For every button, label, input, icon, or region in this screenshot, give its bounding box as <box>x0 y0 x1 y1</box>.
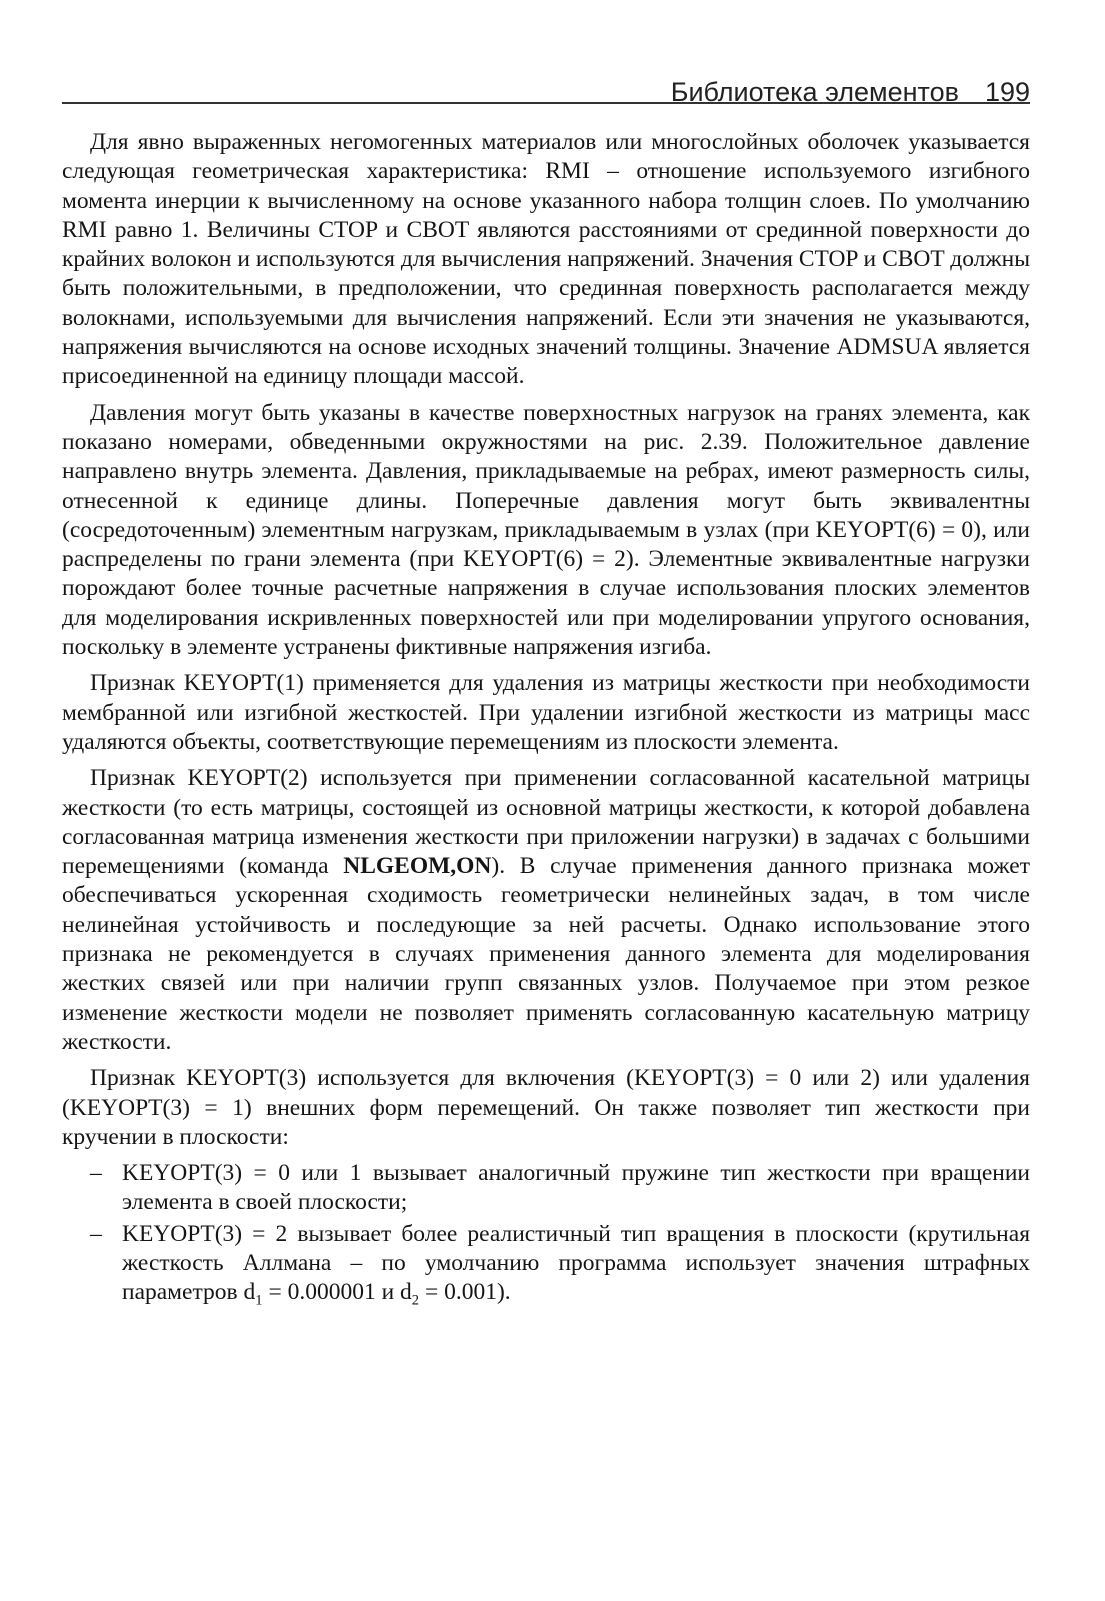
paragraph-pressures: Давления могут быть указаны в качестве поверхностных нагрузок на гранях элемента, как показано номерами, обведенными окружностями на рис. 2.39. Положительное давление направлено внутрь элемента. Давления, прикладываемые на ребрах, имеют размерность силы, отнесенной к единице длины. Поперечные давления могут быть эквивалентны (сосредоточенным) элементным нагрузкам, прикладываемым в узлах (при KEYOPT(6) = 0), или распределены по грани элемента (при KEYOPT(6) = 2). Элементные эквивалентные нагрузки порождают более точные расчетные напряжения в случае использования плоских элементов для моделирования искривленных поверхностей или при моделировании упругого основания, поскольку в элементе устранены фиктивные напряжения изгиба. <box>62 399 1030 661</box>
nlgeom-command: NLGEOM,ON <box>343 853 492 880</box>
header-rule <box>62 102 1030 104</box>
paragraph-keyopt2 <box>62 764 1030 1057</box>
list-item-text <box>122 1220 1030 1309</box>
page-number: 199 <box>984 77 1030 107</box>
subscript-1: 1 <box>255 1292 263 1309</box>
paragraph-materials: Для явно выраженных негомогенных материалов или многослойных оболочек указывается следующая геометрическая характеристика: RMI – отношение используемого изгибного момента инерции к вычисленному на основе указанного набора толщин слоев. По умолчанию RMI равно 1. Величины CTOP и CBOT являются расстояниями от срединной поверхности до крайних волокон и используются для вычисления напряжений. Значения CTOP и CBOT должны быть положительными, в предположении, что срединная поверхность располагается между волокнами, используемыми для вычисления напряжений. Если эти значения не указываются, напряжения вычисляются на основе исходных значений толщины. Значение ADMSUA является присоединенной на единицу площади массой. <box>62 129 1030 390</box>
keyopt3-options-list <box>62 1159 1030 1307</box>
keyopt2-text-after: ). В случае применения данного признака может обеспечиваться ускоренная сходимость геометрически нелинейных задач, в том числе нелинейная устойчивость и последующие за ней расчеты. Однако использование этого признака не рекомендуется в случаях применения данного элемента для моделирования жестких связей или при наличии групп связанных узлов. Получаемое при этом резкое изменение жесткости модели не позволяет применять согласованную касательную матрицу жесткости. <box>62 853 1030 1055</box>
subscript-2: 2 <box>411 1292 420 1309</box>
dash-marker: – <box>90 1220 102 1247</box>
list-item <box>62 1220 1030 1308</box>
item2-text-after: = 0.001). <box>419 1279 511 1306</box>
paragraph-keyopt3: Признак KEYOPT(3) используется для включения (KEYOPT(3) = 0 или 2) или удаления (KEYOPT(3) = 1) внешних форм перемещений. Он также позволяет тип жесткости при кручении в плоскости: <box>62 1065 1030 1150</box>
list-item-text: KEYOPT(3) = 0 или 1 вызывает аналогичный пружине тип жесткости при вращении элемента в своей плоскости; <box>122 1160 1030 1216</box>
keyopt2-text-before: Признак KEYOPT(2) используется при применении согласованной касательной матрицы жесткости (то есть матрицы, состоящей из основной матрицы жесткости, к которой добавлена согласованная матрица изменения жесткости при приложении нагрузки) в задачах с большими перемещениями (команда <box>62 765 1030 880</box>
dash-marker: – <box>90 1160 102 1187</box>
body-text <box>62 128 1030 1310</box>
item2-text-before: KEYOPT(3) = 2 вызывает более реалистичный тип вращения в плоскости (крутильная жесткость Аллмана – по умолчанию программа использует значения штрафных параметров d <box>122 1220 1030 1306</box>
paragraph-keyopt1: Признак KEYOPT(1) применяется для удаления из матрицы жесткости при необходимости мембранной или изгибной жесткостей. При удалении изгибной жесткости из матрицы масс удаляются объекты, соответствующие перемещениям из плоскости элемента. <box>62 670 1030 755</box>
item2-text-mid: = 0.000001 и d <box>262 1279 412 1306</box>
list-item <box>62 1159 1030 1218</box>
section-title: Библиотека элементов <box>670 77 959 107</box>
